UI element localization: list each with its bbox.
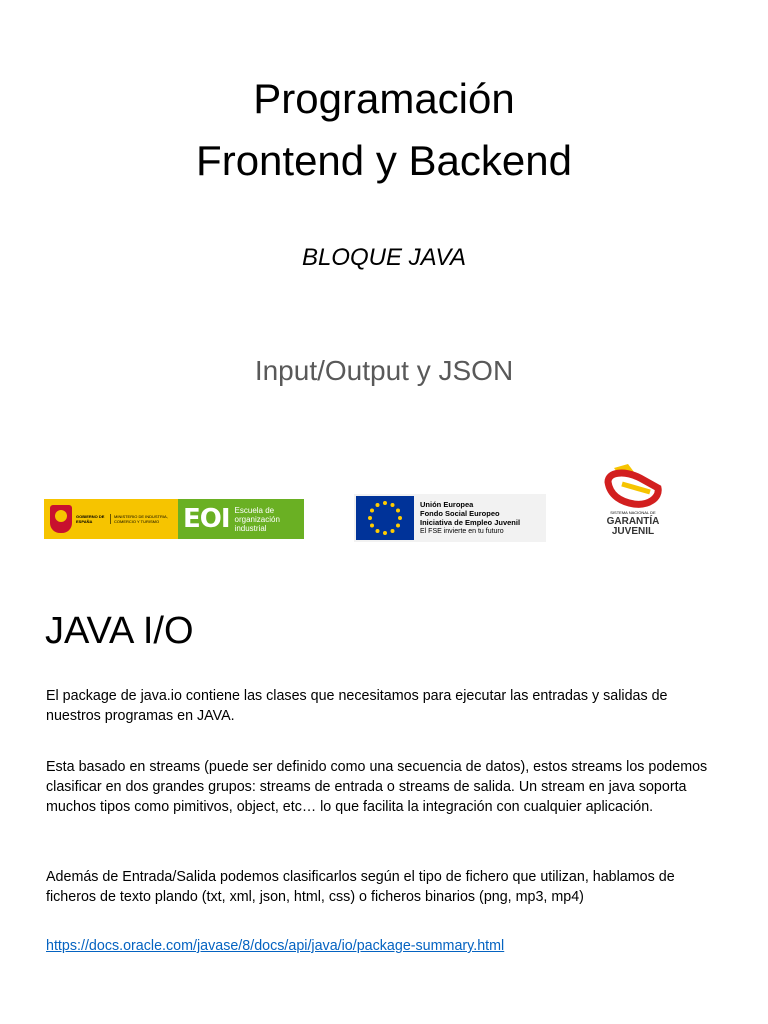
eu-logo [354,494,546,542]
garantia-juvenil-logo [600,462,666,540]
eoi-text: Escuela de organización industrial [234,505,280,533]
slide-topic: Input/Output y JSON [254,355,514,386]
gj-small-text: SISTEMA NACIONAL DE [610,510,656,515]
java-io-docs-link[interactable]: https://docs.oracle.com/javase/8/docs/api/java/io/package-summary.html [46,938,505,954]
eu-text [420,500,520,536]
gobierno-logo [44,499,178,539]
gobierno-text: GOBIERNO DE ESPAÑA [76,514,105,524]
eu-line-4: El FSE invierte en tu futuro [420,528,504,535]
eu-line-3: Iniciativa de Empleo Juvenil [420,518,521,527]
coat-of-arms-icon [50,505,72,533]
java-io-slide [0,580,768,1024]
eu-line-2: Fondo Social Europeo [420,509,500,518]
paragraph-3: Además de Entrada/Salida podemos clasificarlos según el tipo de fichero que utilizan, hablamos de ficheros de texto plando (txt, xml, json, html, css) o ficheros binarios (png, mp3, mp4) [46,869,675,905]
slide-heading: JAVA I/O [45,610,194,652]
gj-line-1: GARANTÍA [606,516,660,527]
paragraph-1: El package de java.io contiene las clases que necesitamos para ejecutar las entradas y salidas de nuestros programas en JAVA. [46,688,668,724]
eoi-mark: EOI [183,504,230,534]
slide-subtitle: BLOQUE JAVA [301,244,467,271]
gj-line-2: JUVENIL [611,526,655,537]
eu-line-1: Unión Europea [420,500,474,509]
eu-flag-icon [356,496,414,540]
ministerio-text: MINISTERIO DE INDUSTRIA, COMERCIO Y TURISMO [110,514,172,524]
eoi-logo [178,499,304,539]
title-line-2: Frontend y Backend [196,137,572,184]
paragraph-2: Esta basado en streams (puede ser definido como una secuencia de datos), estos streams los podemos clasificar en dos grandes grupos: streams de entrada o streams de salida. Un stream en java soporta muchos tipos como pimitivos, object, etc… lo que facilita la integración con cualquier aplicación. [46,759,708,815]
title-line-1: Programación [253,75,515,122]
garantia-juvenil-emblem-icon [600,462,666,510]
slide-title [0,68,768,192]
eu-stars-icon [365,498,405,538]
gobierno-eoi-logo [44,499,304,539]
